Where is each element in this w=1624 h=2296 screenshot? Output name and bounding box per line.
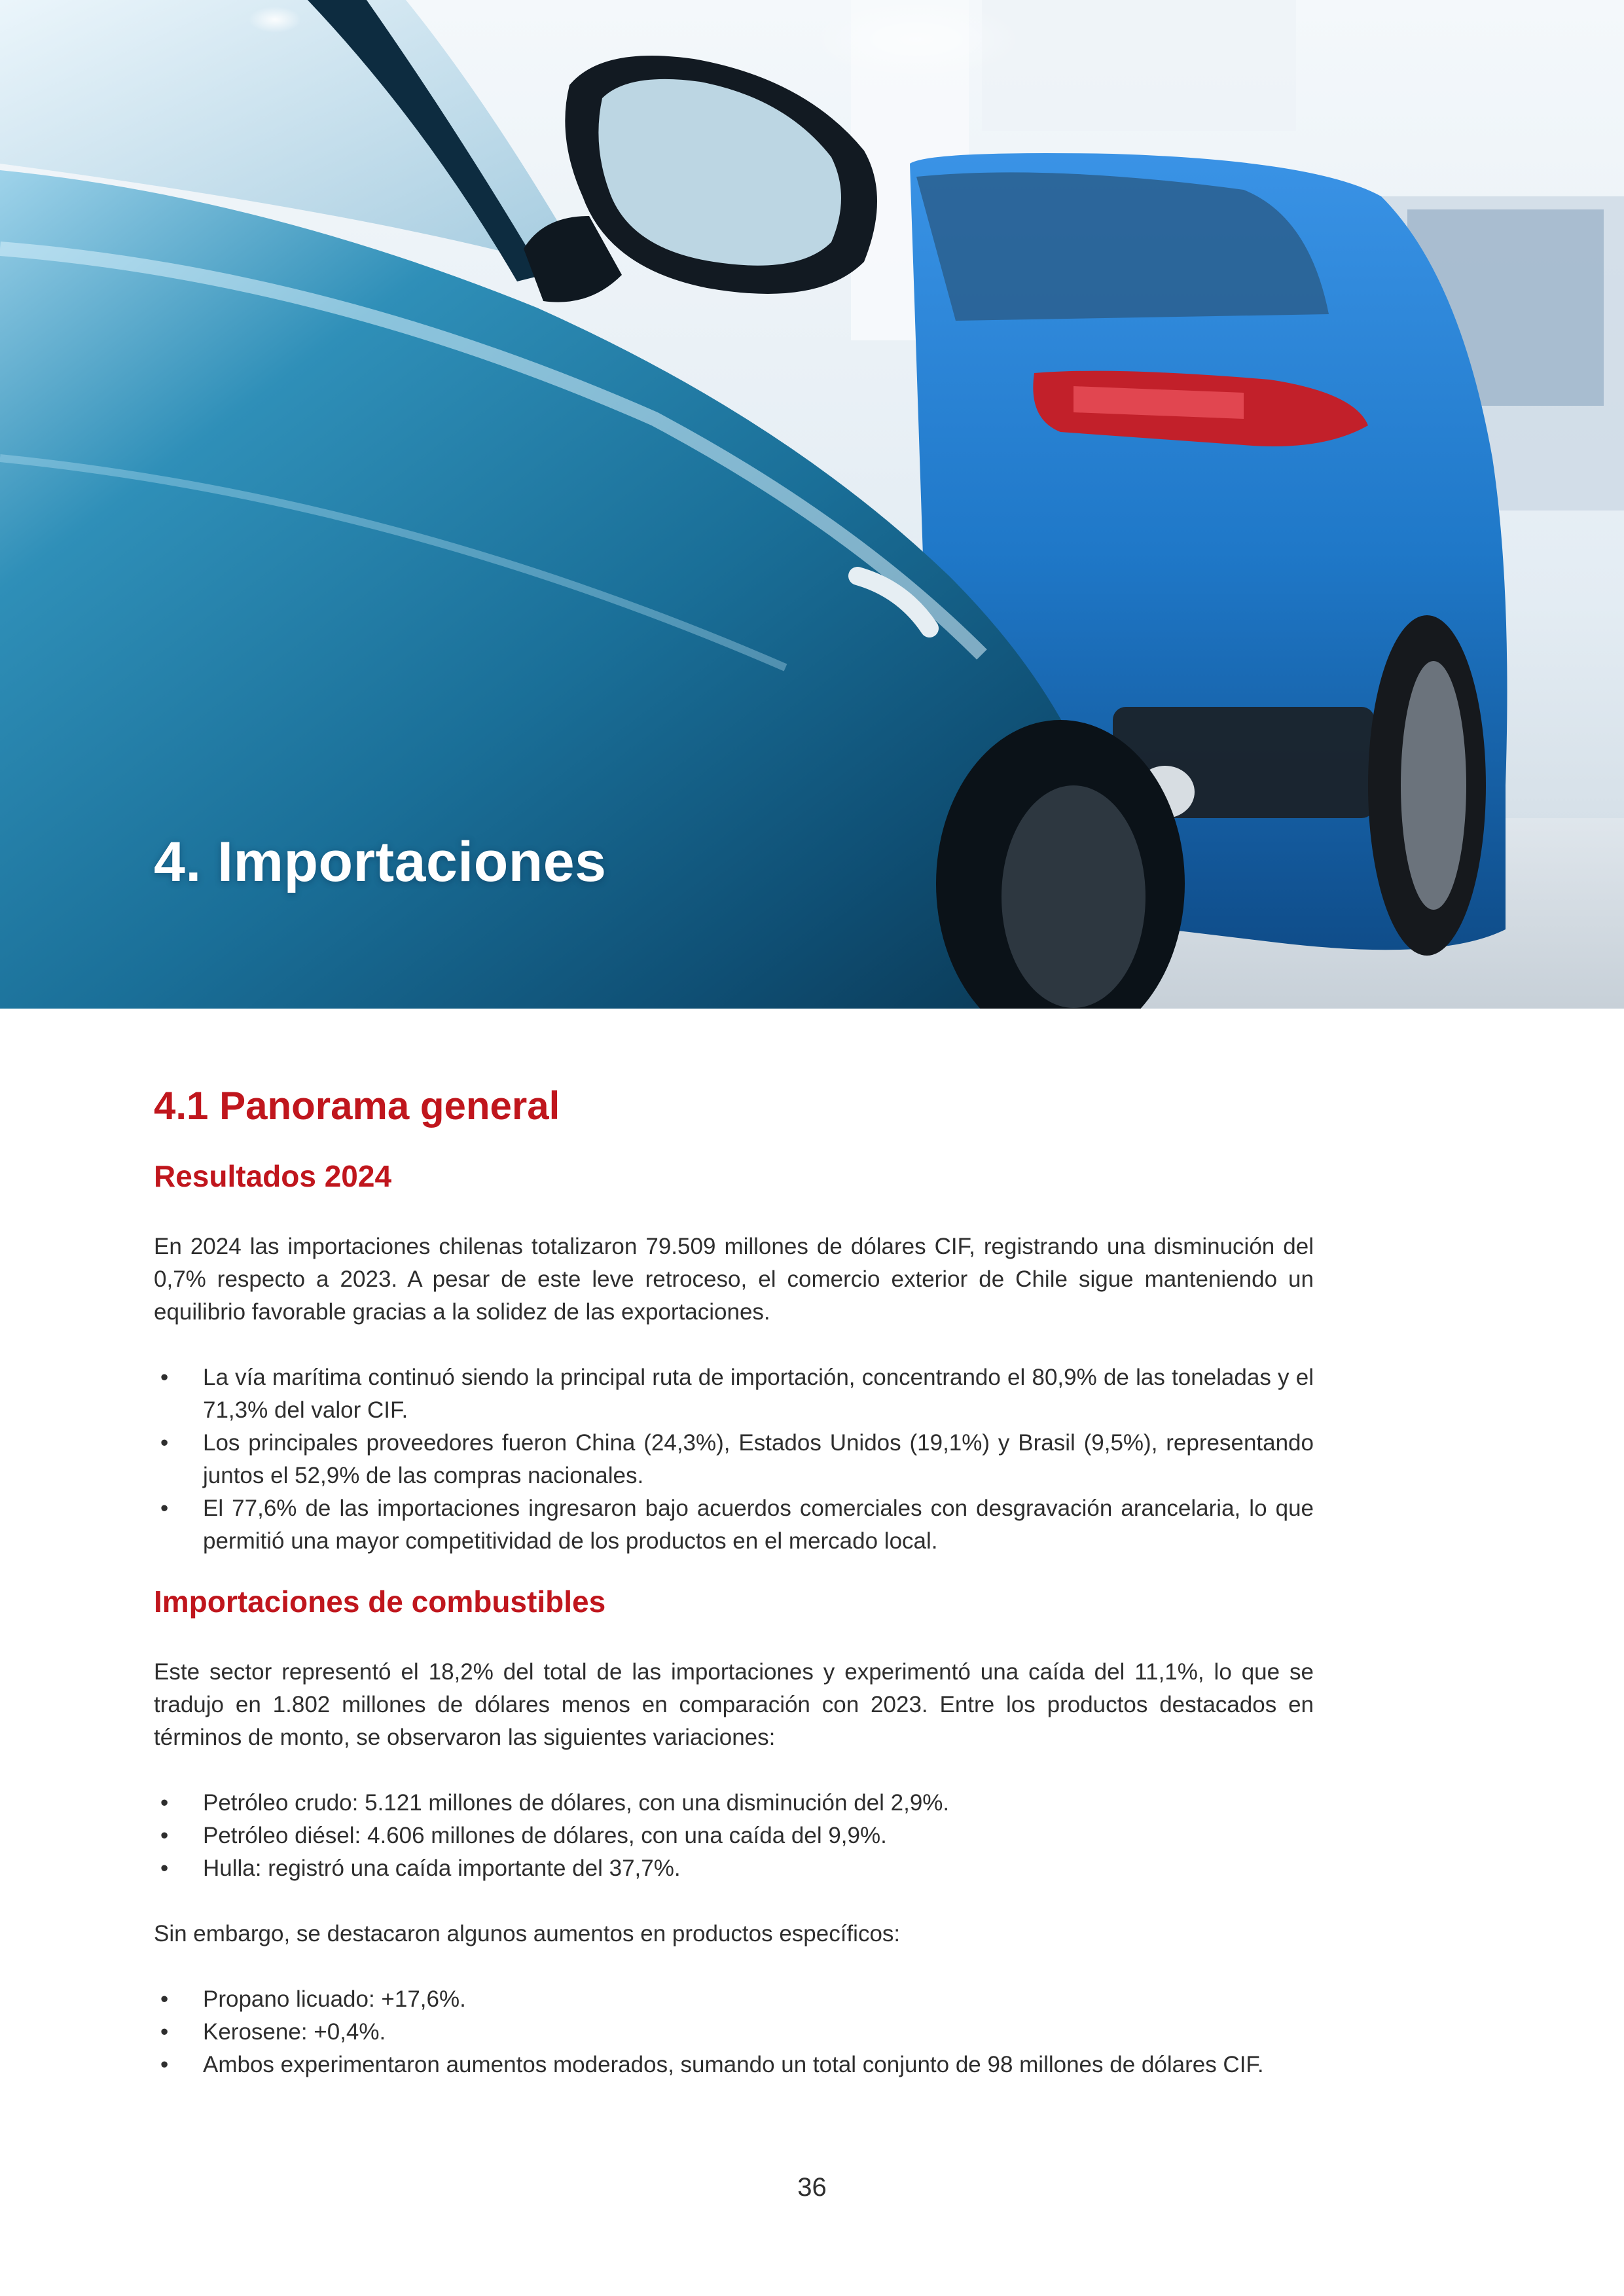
resultados-bullet-list xyxy=(154,1361,1314,1558)
section-heading: 4.1 Panorama general xyxy=(154,1084,560,1128)
hero-banner xyxy=(0,0,1624,1009)
transition-paragraph: Sin embargo, se destacaron algunos aumentos en productos específicos: xyxy=(154,1921,901,1946)
list-item: • El 77,6% de las importaciones ingresaron bajo acuerdos comerciales con desgravación arancelaria, lo que permitió una mayor competitividad de los productos en el mercado local. xyxy=(154,1492,1314,1558)
combustibles-decrease-list xyxy=(154,1787,1314,1885)
subheading-resultados: Resultados 2024 xyxy=(154,1159,392,1193)
bullet-icon: • xyxy=(160,1790,169,1816)
combustibles-paragraph: Este sector representó el 18,2% del total de las importaciones y experimentó una caída del 11,1%, lo que se tradujo en 1.802 millones de dólares menos en comparación con 2023. Entre los productos destacados en términos de monto, se observaron las siguientes variaciones: xyxy=(154,1659,1314,1750)
bullet-icon: • xyxy=(160,1496,169,1521)
list-item: • Kerosene: +0,4%. xyxy=(154,2016,1314,2049)
list-item: • La vía marítima continuó siendo la principal ruta de importación, concentrando el 80,9% de las toneladas y el 71,3% del valor CIF. xyxy=(154,1361,1314,1427)
bullet-icon: • xyxy=(160,1856,169,1881)
bullet-icon: • xyxy=(160,2019,169,2045)
subheading-combustibles: Importaciones de combustibles xyxy=(154,1585,606,1619)
list-item: • Ambos experimentaron aumentos moderados, sumando un total conjunto de 98 millones de dólares CIF. xyxy=(154,2049,1314,2081)
list-item: • Los principales proveedores fueron China (24,3%), Estados Unidos (19,1%) y Brasil (9,5%), representando juntos el 52,9% de las compras nacionales. xyxy=(154,1427,1314,1492)
combustibles-increase-list xyxy=(154,1983,1314,2081)
list-item: • Propano licuado: +17,6%. xyxy=(154,1983,1314,2016)
page-number: 36 xyxy=(797,2173,827,2202)
bullet-icon: • xyxy=(160,1986,169,2012)
list-item: • Hulla: registró una caída importante del 37,7%. xyxy=(154,1852,1314,1885)
list-item: • Petróleo diésel: 4.606 millones de dólares, con una caída del 9,9%. xyxy=(154,1820,1314,1852)
list-item: • Petróleo crudo: 5.121 millones de dólares, con una disminución del 2,9%. xyxy=(154,1787,1314,1820)
bullet-icon: • xyxy=(160,1430,169,1456)
bullet-icon: • xyxy=(160,1365,169,1390)
chapter-title: 4. Importaciones xyxy=(154,831,607,893)
bullet-icon: • xyxy=(160,2052,169,2077)
resultados-paragraph: En 2024 las importaciones chilenas totalizaron 79.509 millones de dólares CIF, registrando una disminución del 0,7% respecto a 2023. A pesar de este leve retroceso, el comercio exterior de Chile sigue manteniendo un equilibrio favorable gracias a la solidez de las exportaciones. xyxy=(154,1234,1314,1325)
bullet-icon: • xyxy=(160,1823,169,1848)
